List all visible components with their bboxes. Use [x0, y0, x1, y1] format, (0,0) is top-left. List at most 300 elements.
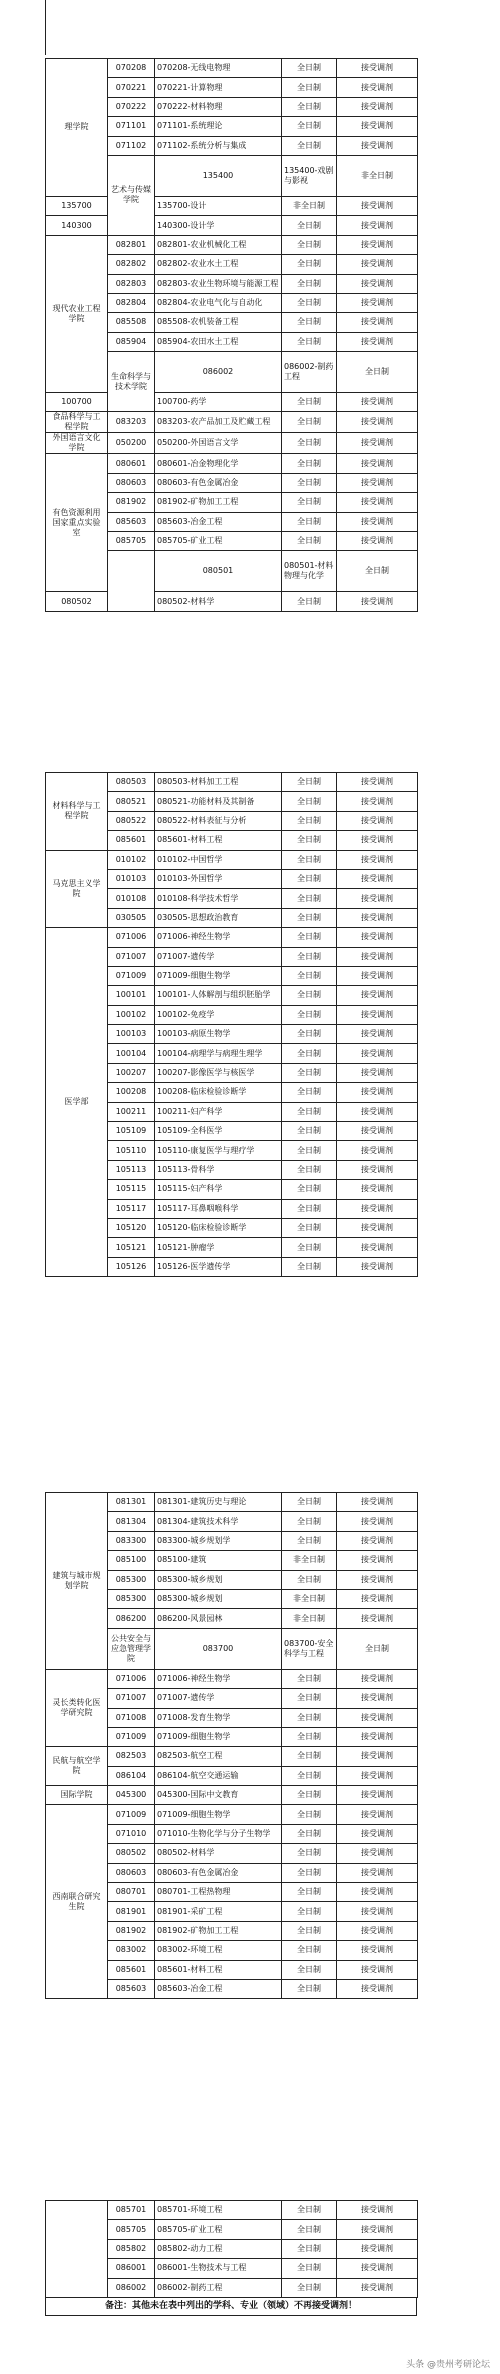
adjustment-status-cell: 接受调剂: [337, 773, 418, 792]
study-mode-cell: 全日制: [282, 1044, 337, 1063]
study-mode-cell: 全日制: [282, 274, 337, 293]
study-mode-cell: 非全日制: [282, 1551, 337, 1570]
code-cell: 083300: [108, 1531, 155, 1550]
adjustment-status-cell: 接受调剂: [337, 512, 418, 531]
study-mode-cell: 全日制: [282, 1512, 337, 1531]
study-mode-cell: 全日制: [282, 1747, 337, 1766]
code-cell: 105109: [108, 1122, 155, 1141]
major-name-cell: 105115-妇产科学: [155, 1180, 282, 1199]
study-mode-cell: 全日制: [282, 1025, 337, 1044]
adjustment-status-cell: 接受调剂: [337, 235, 418, 254]
admission-table: [45, 1492, 418, 1999]
major-name-cell: 071009-细胞生物学: [155, 1805, 282, 1824]
adjustment-status-cell: 接受调剂: [337, 393, 418, 412]
study-mode-cell: 全日制: [282, 1689, 337, 1708]
major-name-cell: 085601-材料工程: [155, 831, 282, 850]
major-name-cell: 085100-建筑: [155, 1551, 282, 1570]
adjustment-status-cell: 接受调剂: [337, 332, 418, 351]
adjustment-status-cell: 接受调剂: [337, 1238, 418, 1257]
study-mode-cell: 全日制: [282, 2239, 337, 2258]
adjustment-status-cell: 接受调剂: [337, 1160, 418, 1179]
study-mode-cell: 全日制: [282, 512, 337, 531]
code-cell: 100211: [108, 1102, 155, 1121]
adjustment-status-cell: 接受调剂: [337, 1786, 418, 1805]
study-mode-cell: 非全日制: [282, 1589, 337, 1608]
major-name-cell: 070208-无线电物理: [155, 59, 282, 78]
major-name-cell: 085508-农机装备工程: [155, 313, 282, 332]
code-cell: 071007: [108, 1689, 155, 1708]
code-cell: 082802: [108, 255, 155, 274]
code-cell: 086001: [108, 2259, 155, 2278]
adjustment-status-cell: 接受调剂: [337, 1589, 418, 1608]
adjustment-status-cell: 接受调剂: [337, 1257, 418, 1276]
adjustment-status-cell: 接受调剂: [337, 1199, 418, 1218]
code-cell: 100101: [108, 986, 155, 1005]
code-cell: 010108: [108, 889, 155, 908]
adjustment-status-cell: 接受调剂: [337, 1044, 418, 1063]
department-cell: 医学部: [46, 928, 108, 1277]
adjustment-status-cell: 接受调剂: [337, 1551, 418, 1570]
study-mode-cell: 全日制: [282, 97, 337, 116]
study-mode-cell: 全日制: [282, 1141, 337, 1160]
study-mode-cell: 全日制: [337, 352, 418, 393]
major-name-cell: 085601-材料工程: [155, 1960, 282, 1979]
adjustment-status-cell: 接受调剂: [337, 1512, 418, 1531]
adjustment-status-cell: 接受调剂: [337, 1902, 418, 1921]
table-row: [46, 454, 418, 473]
code-cell: 081902: [108, 1921, 155, 1940]
study-mode-cell: 全日制: [282, 1960, 337, 1979]
adjustment-status-cell: 接受调剂: [337, 1921, 418, 1940]
study-mode-cell: 全日制: [282, 1005, 337, 1024]
code-cell: 083002: [108, 1941, 155, 1960]
study-mode-cell: 全日制: [282, 1766, 337, 1785]
department-cell: 理学院: [46, 59, 108, 197]
adjustment-status-cell: 接受调剂: [337, 1531, 418, 1550]
study-mode-cell: 全日制: [282, 216, 337, 235]
code-cell: 085601: [108, 1960, 155, 1979]
adjustment-status-cell: 接受调剂: [337, 1824, 418, 1843]
department-cell: 食品科学与工程学院: [46, 412, 108, 433]
major-name-cell: 080603-有色金属冶金: [155, 473, 282, 492]
study-mode-cell: 全日制: [282, 1844, 337, 1863]
study-mode-cell: 全日制: [282, 78, 337, 97]
major-name-cell: 071009-细胞生物学: [155, 1727, 282, 1746]
study-mode-cell: 全日制: [282, 2201, 337, 2220]
study-mode-cell: 全日制: [282, 831, 337, 850]
department-cell: 材料科学与工程学院: [46, 773, 108, 851]
adjustment-status-cell: 接受调剂: [337, 293, 418, 312]
major-name-cell: 086200-风景园林: [155, 1609, 282, 1628]
study-mode-cell: 全日制: [282, 313, 337, 332]
major-name-cell: 080521-功能材料及其制备: [155, 792, 282, 811]
code-cell: 080601: [108, 454, 155, 473]
code-cell: 105120: [108, 1218, 155, 1237]
study-mode-cell: 全日制: [337, 551, 418, 592]
table-block: [45, 772, 417, 1277]
adjustment-status-cell: 接受调剂: [337, 2201, 418, 2220]
code-cell: 081902: [108, 493, 155, 512]
major-name-cell: 105110-康复医学与理疗学: [155, 1141, 282, 1160]
adjustment-status-cell: 接受调剂: [337, 1102, 418, 1121]
code-cell: 085300: [108, 1589, 155, 1608]
major-name-cell: 085705-矿业工程: [155, 532, 282, 551]
study-mode-cell: 全日制: [282, 433, 337, 454]
table-row: [46, 196, 418, 215]
code-cell: 105110: [108, 1141, 155, 1160]
major-name-cell: 071008-发育生物学: [155, 1708, 282, 1727]
adjustment-status-cell: 接受调剂: [337, 1609, 418, 1628]
major-name-cell: 081304-建筑技术科学: [155, 1512, 282, 1531]
code-cell: 085904: [108, 332, 155, 351]
adjustment-status-cell: 接受调剂: [337, 850, 418, 869]
major-name-cell: 086002-制药工程: [155, 2278, 282, 2297]
study-mode-cell: 全日制: [282, 493, 337, 512]
major-name-cell: 071101-系统理论: [155, 117, 282, 136]
adjustment-status-cell: 接受调剂: [337, 433, 418, 454]
department-cell: 外国语言文化学院: [46, 433, 108, 454]
adjustment-status-cell: 接受调剂: [337, 1883, 418, 1902]
table-row: [46, 1786, 418, 1805]
study-mode-cell: 全日制: [282, 136, 337, 155]
major-name-cell: 071006-神经生物学: [155, 928, 282, 947]
adjustment-status-cell: 接受调剂: [337, 986, 418, 1005]
code-cell: 135700: [46, 196, 108, 215]
adjustment-status-cell: 接受调剂: [337, 473, 418, 492]
study-mode-cell: 全日制: [282, 235, 337, 254]
study-mode-cell: 全日制: [282, 986, 337, 1005]
adjustment-status-cell: 接受调剂: [337, 78, 418, 97]
study-mode-cell: 全日制: [282, 1883, 337, 1902]
study-mode-cell: 全日制: [282, 792, 337, 811]
department-cell: 艺术与传媒学院: [108, 155, 155, 235]
study-mode-cell: 全日制: [282, 928, 337, 947]
major-name-cell: 085904-农田水土工程: [155, 332, 282, 351]
adjustment-status-cell: 接受调剂: [337, 792, 418, 811]
study-mode-cell: 全日制: [282, 1218, 337, 1237]
code-cell: 080701: [108, 1883, 155, 1902]
code-cell: 050200: [108, 433, 155, 454]
study-mode-cell: 全日制: [282, 473, 337, 492]
code-cell: 070221: [108, 78, 155, 97]
major-name-cell: 135700-设计: [155, 196, 282, 215]
code-cell: 083700: [155, 1628, 282, 1669]
code-cell: 030505: [108, 908, 155, 927]
code-cell: 085300: [108, 1570, 155, 1589]
code-cell: 071009: [108, 1805, 155, 1824]
major-name-cell: 081902-矿物加工工程: [155, 1921, 282, 1940]
major-name-cell: 082804-农业电气化与自动化: [155, 293, 282, 312]
code-cell: 083203: [108, 412, 155, 433]
code-cell: 080502: [108, 1844, 155, 1863]
table-row: [46, 1493, 418, 1512]
table-row: [46, 1747, 418, 1766]
department-cell: 马克思主义学院: [46, 850, 108, 928]
major-name-cell: 082802-农业水土工程: [155, 255, 282, 274]
major-name-cell: 085705-矿业工程: [155, 2220, 282, 2239]
code-cell: 071008: [108, 1708, 155, 1727]
adjustment-status-cell: 接受调剂: [337, 117, 418, 136]
watermark: 头条 @贵州考研论坛: [406, 2360, 490, 2370]
major-name-cell: 081901-采矿工程: [155, 1902, 282, 1921]
major-name-cell: 080502-材料学: [155, 592, 282, 611]
code-cell: 105117: [108, 1199, 155, 1218]
table-row: [46, 928, 418, 947]
adjustment-status-cell: 接受调剂: [337, 1063, 418, 1082]
code-cell: 081304: [108, 1512, 155, 1531]
code-cell: 105121: [108, 1238, 155, 1257]
department-cell: 生命科学与技术学院: [108, 352, 155, 412]
study-mode-cell: 全日制: [282, 1863, 337, 1882]
adjustment-status-cell: 接受调剂: [337, 1141, 418, 1160]
adjustment-status-cell: 接受调剂: [337, 2220, 418, 2239]
code-cell: 135400: [155, 155, 282, 196]
study-mode-cell: 非全日制: [282, 1609, 337, 1628]
code-cell: 071009: [108, 966, 155, 985]
study-mode-cell: 全日制: [282, 1824, 337, 1843]
adjustment-status-cell: 接受调剂: [337, 2259, 418, 2278]
code-cell: 070222: [108, 97, 155, 116]
major-name-cell: 085603-冶金工程: [155, 1979, 282, 1998]
major-name-cell: 071007-遗传学: [155, 1689, 282, 1708]
adjustment-status-cell: 接受调剂: [337, 908, 418, 927]
table-block: [45, 2200, 417, 2316]
code-cell: 071007: [108, 947, 155, 966]
major-name-cell: 086001-生物技术与工程: [155, 2259, 282, 2278]
study-mode-cell: 全日制: [282, 908, 337, 927]
department-cell: 西南联合研究生院: [46, 1805, 108, 1999]
study-mode-cell: 全日制: [282, 1979, 337, 1998]
code-cell: 085508: [108, 313, 155, 332]
major-name-cell: 080603-有色金属冶金: [155, 1863, 282, 1882]
adjustment-status-cell: 接受调剂: [337, 1005, 418, 1024]
major-name-cell: 080501-材料物理与化学: [282, 551, 337, 592]
adjustment-status-cell: 接受调剂: [337, 2239, 418, 2258]
adjustment-status-cell: 接受调剂: [337, 59, 418, 78]
major-name-cell: 080503-材料加工工程: [155, 773, 282, 792]
code-cell: 086104: [108, 1766, 155, 1785]
adjustment-status-cell: 接受调剂: [337, 255, 418, 274]
code-cell: 085802: [108, 2239, 155, 2258]
adjustment-status-cell: 接受调剂: [337, 1805, 418, 1824]
study-mode-cell: 全日制: [282, 1669, 337, 1688]
adjustment-status-cell: 接受调剂: [337, 97, 418, 116]
study-mode-cell: 全日制: [282, 1708, 337, 1727]
study-mode-cell: 全日制: [282, 293, 337, 312]
code-cell: 080603: [108, 473, 155, 492]
code-cell: 071102: [108, 136, 155, 155]
major-name-cell: 070221-计算物理: [155, 78, 282, 97]
admission-table: [45, 58, 418, 612]
adjustment-status-cell: 接受调剂: [337, 889, 418, 908]
major-name-cell: 100700-药学: [155, 393, 282, 412]
table-row: [46, 393, 418, 412]
code-cell: 071009: [108, 1727, 155, 1746]
study-mode-cell: 全日制: [282, 1941, 337, 1960]
code-cell: 082804: [108, 293, 155, 312]
department-cell: 民航与航空学院: [46, 1747, 108, 1786]
major-name-cell: 140300-设计学: [155, 216, 282, 235]
major-name-cell: 010103-外国哲学: [155, 869, 282, 888]
major-name-cell: 100104-病理学与病理生理学: [155, 1044, 282, 1063]
major-name-cell: 081301-建筑历史与理论: [155, 1493, 282, 1512]
study-mode-cell: 全日制: [282, 1180, 337, 1199]
study-mode-cell: 全日制: [282, 592, 337, 611]
major-name-cell: 050200-外国语言文学: [155, 433, 282, 454]
code-cell: 105126: [108, 1257, 155, 1276]
major-name-cell: 071009-细胞生物学: [155, 966, 282, 985]
adjustment-status-cell: 接受调剂: [337, 216, 418, 235]
code-cell: 010103: [108, 869, 155, 888]
major-name-cell: 100207-影像医学与核医学: [155, 1063, 282, 1082]
study-mode-cell: 全日制: [282, 1238, 337, 1257]
major-name-cell: 071007-遗传学: [155, 947, 282, 966]
code-cell: 100207: [108, 1063, 155, 1082]
adjustment-status-cell: 接受调剂: [337, 811, 418, 830]
code-cell: 071010: [108, 1824, 155, 1843]
code-cell: 080503: [108, 773, 155, 792]
major-name-cell: 086104-航空交通运输: [155, 1766, 282, 1785]
study-mode-cell: 全日制: [282, 850, 337, 869]
table-row: [46, 59, 418, 78]
code-cell: 085705: [108, 532, 155, 551]
major-name-cell: 085701-环境工程: [155, 2201, 282, 2220]
code-cell: 082503: [108, 1747, 155, 1766]
adjustment-status-cell: 接受调剂: [337, 313, 418, 332]
code-cell: 085603: [108, 512, 155, 531]
major-name-cell: 135400-戏剧与影视: [282, 155, 337, 196]
study-mode-cell: 全日制: [282, 773, 337, 792]
study-mode-cell: 全日制: [282, 889, 337, 908]
study-mode-cell: 全日制: [282, 412, 337, 433]
code-cell: 080501: [155, 551, 282, 592]
major-name-cell: 100102-免疫学: [155, 1005, 282, 1024]
code-cell: 085701: [108, 2201, 155, 2220]
code-cell: 045300: [108, 1786, 155, 1805]
adjustment-status-cell: 接受调剂: [337, 1960, 418, 1979]
adjustment-status-cell: 接受调剂: [337, 1689, 418, 1708]
department-cell: [46, 2201, 108, 2298]
table-row: [46, 850, 418, 869]
major-name-cell: 085802-动力工程: [155, 2239, 282, 2258]
major-name-cell: 030505-思想政治教育: [155, 908, 282, 927]
study-mode-cell: 全日制: [282, 2278, 337, 2297]
major-name-cell: 105120-临床检验诊断学: [155, 1218, 282, 1237]
department-cell: 建筑与城市规划学院: [46, 1493, 108, 1670]
adjustment-status-cell: 接受调剂: [337, 532, 418, 551]
major-name-cell: 100101-人体解剖与组织胚胎学: [155, 986, 282, 1005]
adjustment-status-cell: 接受调剂: [337, 412, 418, 433]
code-cell: 085705: [108, 2220, 155, 2239]
study-mode-cell: 全日制: [282, 1083, 337, 1102]
study-mode-cell: 全日制: [282, 1805, 337, 1824]
adjustment-status-cell: 接受调剂: [337, 1844, 418, 1863]
adjustment-status-cell: 接受调剂: [337, 1180, 418, 1199]
adjustment-status-cell: 接受调剂: [337, 196, 418, 215]
adjustment-status-cell: 接受调剂: [337, 2278, 418, 2297]
code-cell: 100208: [108, 1083, 155, 1102]
code-cell: 100103: [108, 1025, 155, 1044]
code-cell: 086002: [155, 352, 282, 393]
code-cell: 080521: [108, 792, 155, 811]
major-name-cell: 045300-国际中文教育: [155, 1786, 282, 1805]
study-mode-cell: 全日制: [282, 454, 337, 473]
adjustment-status-cell: 接受调剂: [337, 928, 418, 947]
adjustment-status-cell: 接受调剂: [337, 831, 418, 850]
study-mode-cell: 全日制: [282, 117, 337, 136]
department-cell: 灵长类转化医学研究院: [46, 1669, 108, 1747]
study-mode-cell: 全日制: [282, 869, 337, 888]
major-name-cell: 083700-安全科学与工程: [282, 1628, 337, 1669]
adjustment-status-cell: 接受调剂: [337, 1570, 418, 1589]
admission-table: [45, 2200, 418, 2298]
major-name-cell: 085603-冶金工程: [155, 512, 282, 531]
code-cell: 140300: [46, 216, 108, 235]
adjustment-status-cell: 接受调剂: [337, 1727, 418, 1746]
adjustment-status-cell: 接受调剂: [337, 1493, 418, 1512]
table-block: [45, 58, 417, 612]
department-cell: 现代农业工程学院: [46, 235, 108, 392]
department-cell: 国际学院: [46, 1786, 108, 1805]
adjustment-status-cell: 接受调剂: [337, 1218, 418, 1237]
study-mode-cell: 全日制: [282, 1921, 337, 1940]
study-mode-cell: 全日制: [282, 1727, 337, 1746]
study-mode-cell: 全日制: [282, 59, 337, 78]
adjustment-status-cell: 接受调剂: [337, 1025, 418, 1044]
major-name-cell: 105109-全科医学: [155, 1122, 282, 1141]
major-name-cell: 082801-农业机械化工程: [155, 235, 282, 254]
study-mode-cell: 全日制: [282, 255, 337, 274]
code-cell: 105113: [108, 1160, 155, 1179]
major-name-cell: 080601-冶金物理化学: [155, 454, 282, 473]
code-cell: 100102: [108, 1005, 155, 1024]
major-name-cell: 105121-肿瘤学: [155, 1238, 282, 1257]
code-cell: 071101: [108, 117, 155, 136]
table-row: [46, 216, 418, 235]
code-cell: 082801: [108, 235, 155, 254]
major-name-cell: 105117-耳鼻咽喉科学: [155, 1199, 282, 1218]
department-cell: 有色资源利用国家重点实验室: [46, 454, 108, 592]
adjustment-status-cell: 接受调剂: [337, 1708, 418, 1727]
study-mode-cell: 非全日制: [282, 196, 337, 215]
table-row: [46, 773, 418, 792]
admission-table: [45, 772, 418, 1277]
major-name-cell: 086002-制药工程: [282, 352, 337, 393]
study-mode-cell: 全日制: [282, 1531, 337, 1550]
study-mode-cell: 全日制: [282, 2220, 337, 2239]
code-cell: 086002: [108, 2278, 155, 2297]
table-row: [46, 592, 418, 611]
table-row: [46, 1669, 418, 1688]
adjustment-status-cell: 接受调剂: [337, 966, 418, 985]
adjustment-status-cell: 接受调剂: [337, 454, 418, 473]
department-cell: 公共安全与应急管理学院: [108, 1628, 155, 1669]
adjustment-status-cell: 接受调剂: [337, 1863, 418, 1882]
adjustment-status-cell: 接受调剂: [337, 869, 418, 888]
study-mode-cell: 全日制: [282, 1786, 337, 1805]
major-name-cell: 083203-农产品加工及贮藏工程: [155, 412, 282, 433]
major-name-cell: 082503-航空工程: [155, 1747, 282, 1766]
table-block: [45, 1492, 417, 1999]
major-name-cell: 085300-城乡规划: [155, 1589, 282, 1608]
table-row: [46, 235, 418, 254]
adjustment-status-cell: 接受调剂: [337, 1941, 418, 1960]
code-cell: 082803: [108, 274, 155, 293]
study-mode-cell: 全日制: [282, 966, 337, 985]
code-cell: 080502: [46, 592, 108, 611]
study-mode-cell: 全日制: [282, 811, 337, 830]
table-row: [46, 2201, 418, 2220]
